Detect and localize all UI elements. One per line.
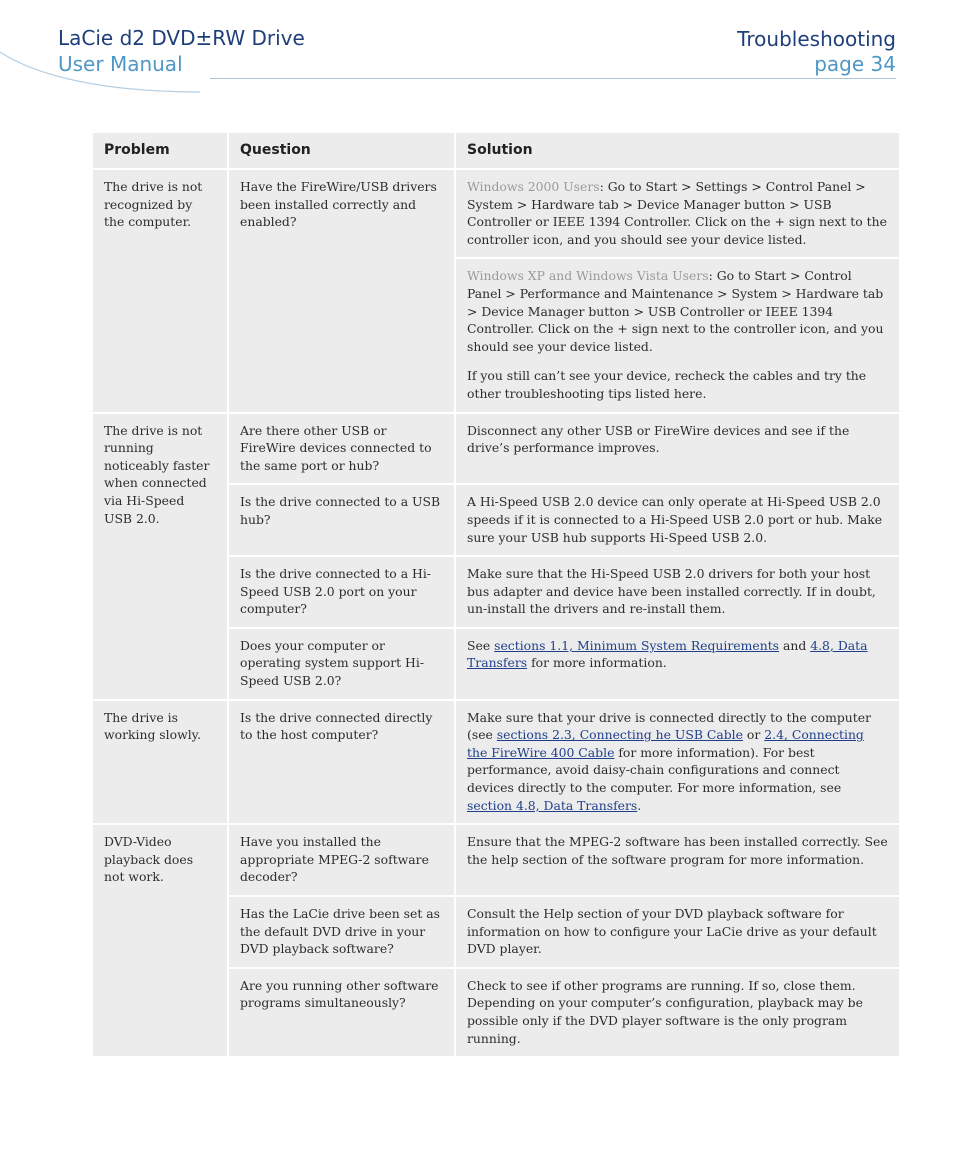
question-cell: Is the drive connected to a Hi-Speed USB 2.0 port on your computer? [229, 557, 456, 629]
solution-text: See [467, 637, 495, 653]
page-number: page 34 [814, 52, 896, 76]
solution-text: Disconnect any other USB or FireWire devices and see if the drive’s performance improves. [467, 422, 850, 456]
solution-text: and [779, 637, 811, 653]
table-row [93, 414, 899, 486]
cross-reference-link[interactable]: sections 2.3, Connecting he USB Cable [496, 727, 743, 743]
solution-cell [456, 701, 899, 826]
cross-reference-link[interactable]: 4.8, Data Transfers [467, 637, 868, 671]
solution-paragraph [467, 833, 888, 868]
solution-paragraph [467, 709, 888, 815]
cross-reference-link[interactable]: section 4.8, Data Transfers [467, 797, 638, 813]
table-body [93, 170, 899, 1058]
question-cell: Is the drive connected to a USB hub? [229, 485, 456, 557]
solution-text: Make sure that your drive is connected directly to the computer (see [467, 709, 871, 743]
solution-text: Make sure that the Hi-Speed USB 2.0 drivers for both your host bus adapter and device have been installed correctly. If in doubt, un-install the drivers and re-install them. [467, 566, 876, 617]
problem-cell: The drive is not running noticeably faster when connected via Hi-Speed USB 2.0. [93, 414, 229, 701]
question-cell: Are there other USB or FireWire devices connected to the same port or hub? [229, 414, 456, 486]
solution-text: Consult the Help section of your DVD playback software for information on how to configure your LaCie drive as your default DVD player. [467, 906, 877, 957]
solution-text: Ensure that the MPEG-2 software has been installed correctly. See the help section of the software program for more information. [467, 834, 888, 867]
solution-cell [456, 557, 899, 629]
solution-paragraph [467, 267, 888, 355]
solution-text: for more information). For best performance, avoid daisy-chain configurations and connect devices directly to the computer. For more information, see [467, 744, 842, 796]
table-header-row [93, 133, 899, 170]
solution-cell [456, 825, 899, 897]
document-title: User Manual [58, 52, 183, 76]
product-title: LaCie d2 DVD±RW Drive [58, 26, 305, 50]
column-header-problem: Problem [93, 133, 229, 170]
solution-paragraph [467, 637, 888, 672]
solution-text: Check to see if other programs are running. If so, close them. Depending on your computer’s configuration, playback may be possible only if the DVD player software is the only program running. [467, 977, 863, 1046]
solution-cell [456, 170, 899, 259]
solution-text: A Hi-Speed USB 2.0 device can only operate at Hi-Speed USB 2.0 speeds if it is connected to a Hi-Speed USB 2.0 port or hub. Make sure your USB hub supports Hi-Speed USB 2.0. [467, 494, 883, 545]
problem-cell: The drive is working slowly. [93, 701, 229, 826]
solution-paragraph [467, 493, 888, 546]
solution-cell [456, 969, 899, 1058]
column-header-question: Question [229, 133, 456, 170]
question-cell: Have you installed the appropriate MPEG-2 software decoder? [229, 825, 456, 897]
solution-paragraph [467, 422, 888, 457]
solution-cell [456, 485, 899, 557]
solution-text: . [637, 797, 642, 813]
solution-paragraph [467, 178, 888, 248]
question-cell: Does your computer or operating system support Hi-Speed USB 2.0? [229, 629, 456, 701]
solution-text: or [742, 727, 765, 743]
question-cell: Is the drive connected directly to the host computer? [229, 701, 456, 826]
os-users-label: Windows XP and Windows Vista Users [467, 268, 709, 284]
solution-cell [456, 629, 899, 701]
cross-reference-link[interactable]: sections 1.1, Minimum System Requirements [494, 637, 780, 653]
solution-cell [456, 259, 899, 413]
question-cell: Have the FireWire/USB drivers been installed correctly and enabled? [229, 170, 456, 414]
solution-text: : Go to Start > Settings > Control Panel > System > Hardware tab > Device Manager button > USB Controller or IEEE 1394 Controller. Click on the + sign next to the controller icon, and you should see your device listed. [467, 179, 887, 247]
troubleshooting-table [93, 133, 899, 1058]
solution-paragraph [467, 977, 888, 1047]
question-cell: Are you running other software programs simultaneously? [229, 969, 456, 1058]
solution-cell [456, 897, 899, 969]
header-divider [210, 78, 896, 79]
solution-paragraph [467, 367, 888, 402]
solution-paragraph [467, 905, 888, 958]
solution-text: : Go to Start > Control Panel > Performance and Maintenance > System > Hardware tab > Device Manager button > USB Controller or IEEE 1394 Controller. Click on the + sign next to the controller icon, and you should see your device listed. [467, 268, 884, 354]
cross-reference-link[interactable]: 2.4, Connecting the FireWire 400 Cable [467, 727, 864, 760]
section-title: Troubleshooting [737, 27, 896, 51]
solution-cell [456, 414, 899, 486]
os-users-label: Windows 2000 Users [467, 179, 600, 194]
problem-cell: DVD-Video playback does not work. [93, 825, 229, 1058]
column-header-solution: Solution [456, 133, 899, 170]
table-row [93, 701, 899, 826]
problem-cell: The drive is not recognized by the computer. [93, 170, 229, 414]
solution-paragraph [467, 565, 888, 618]
question-cell: Has the LaCie drive been set as the default DVD drive in your DVD playback software? [229, 897, 456, 969]
table-row [93, 825, 899, 897]
table-row [93, 170, 899, 259]
solution-text: If you still can’t see your device, recheck the cables and try the other troubleshooting tips listed here. [467, 368, 867, 401]
solution-text: for more information. [527, 655, 667, 671]
